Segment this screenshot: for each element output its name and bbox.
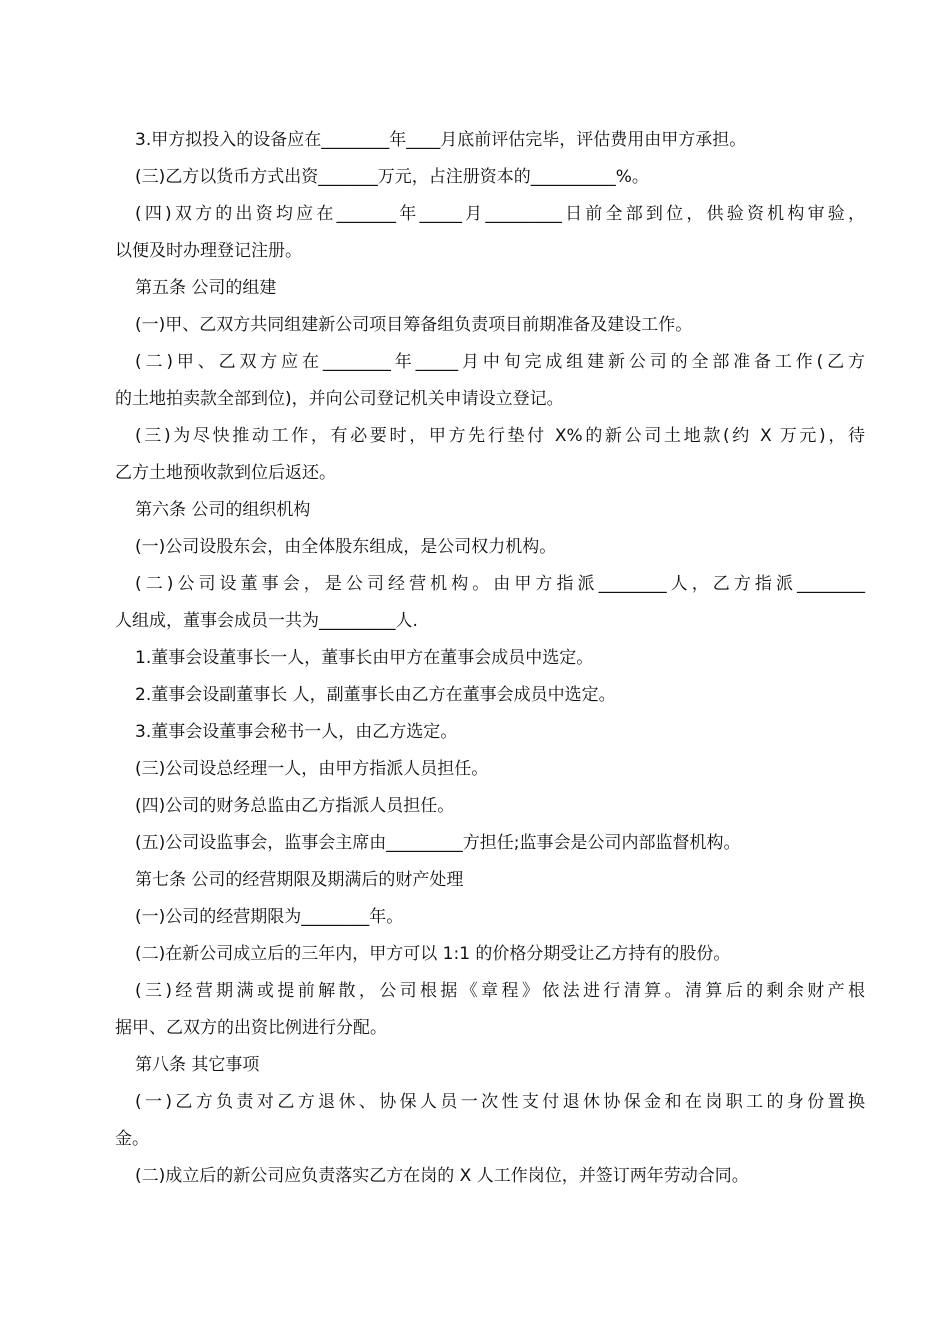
paragraph-line: (一)乙方负责对乙方退休、协保人员一次性支付退休协保金和在岗职工的身份置换: [135, 1092, 865, 1112]
paragraph-line: (二)在新公司成立后的三年内，甲方可以 1:1 的价格分期受让乙方持有的股份。: [135, 944, 731, 964]
paragraph-line: (一)公司的经营期限为________年。: [135, 907, 404, 927]
paragraph-line: (四)公司的财务总监由乙方指派人员担任。: [135, 796, 455, 816]
paragraph-line: (二)成立后的新公司应负责落实乙方在岗的 X 人工作岗位，并签订两年劳动合同。: [135, 1166, 749, 1186]
paragraph-line: (三)乙方以货币方式出资_______万元，占注册资本的__________%。: [135, 167, 649, 187]
paragraph-line: 据甲、乙双方的出资比例进行分配。: [115, 1018, 387, 1038]
paragraph-line: (三)为尽快推动工作，有必要时，甲方先行垫付 X%的新公司土地款(约 X 万元)，待: [135, 426, 865, 446]
paragraph-line: 以便及时办理登记注册。: [115, 241, 302, 261]
paragraph-line: (三)公司设总经理一人，由甲方指派人员担任。: [135, 759, 489, 779]
article-heading: 第七条 公司的经营期限及期满后的财产处理: [135, 870, 464, 890]
paragraph-line: 金。: [115, 1129, 149, 1149]
paragraph-line: 人组成，董事会成员一共为_________人.: [115, 611, 418, 631]
document-body: [115, 122, 865, 1195]
paragraph-line: (三)经营期满或提前解散，公司根据《章程》依法进行清算。清算后的剩余财产根: [135, 981, 865, 1001]
paragraph-line: (二)公司设董事会，是公司经营机构。由甲方指派________人，乙方指派________: [135, 574, 865, 594]
paragraph-line: 3.董事会设董事会秘书一人，由乙方选定。: [135, 722, 458, 742]
paragraph-line: (二)甲、乙双方应在________年_____月中旬完成组建新公司的全部准备工作(乙方: [135, 352, 865, 372]
paragraph-line: 的土地拍卖款全部到位)，并向公司登记机关申请设立登记。: [115, 389, 564, 409]
paragraph-line: (一)甲、乙双方共同组建新公司项目筹备组负责项目前期准备及建设工作。: [135, 315, 693, 335]
paragraph-line: (四)双方的出资均应在_______年_____月_________日前全部到位，供验资机构审验，: [135, 204, 865, 224]
paragraph-line: 乙方土地预收款到位后返还。: [115, 463, 336, 483]
paragraph-line: (五)公司设监事会，监事会主席由_________方担任;监事会是公司内部监督机构。: [135, 833, 741, 853]
paragraph-line: (一)公司设股东会，由全体股东组成，是公司权力机构。: [135, 537, 557, 557]
paragraph-line: 2.董事会设副董事长 人，副董事长由乙方在董事会成员中选定。: [135, 685, 616, 705]
article-heading: 第六条 公司的组织机构: [135, 500, 311, 520]
paragraph-line: 1.董事会设董事长一人，董事长由甲方在董事会成员中选定。: [135, 648, 594, 668]
paragraph-line: 3.甲方拟投入的设备应在________年____月底前评估完毕，评估费用由甲方承担。: [135, 130, 747, 150]
article-heading: 第八条 其它事项: [135, 1055, 260, 1075]
article-heading: 第五条 公司的组建: [135, 278, 277, 298]
